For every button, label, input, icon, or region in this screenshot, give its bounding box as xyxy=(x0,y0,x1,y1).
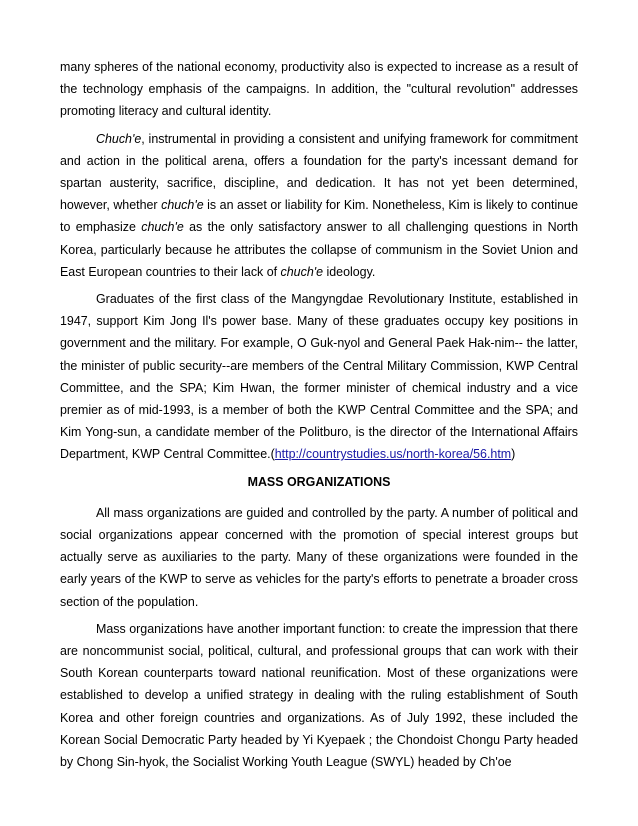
source-link[interactable]: http://countrystudies.us/north-korea/56.htm xyxy=(274,447,512,462)
text-run: many spheres of the national economy, productivity also is expected to increase as a result of the technology emphasis of the campaigns. In addition, the "cultural revolution" addresses promoting literacy and cultural identity. xyxy=(60,60,578,119)
text-run: as the only satisfactory answer to all challenging questions in North Korea, particularly because he attributes the collapse of communism in the Soviet Union and East European countries to their lack of xyxy=(60,220,579,279)
text-run: ideology. xyxy=(323,264,376,279)
paragraph-p1 xyxy=(60,56,578,123)
text-run: ) xyxy=(511,447,516,462)
document-page xyxy=(60,56,578,778)
italic-term: chuch'e xyxy=(280,264,324,279)
text-run: is an asset or liability for Kim. Nonetheless, Kim is likely to continue to emphasize xyxy=(60,198,578,235)
text-run: Mass organizations have another important function: to create the impression that there are noncommunist social, political, cultural, and professional groups that can work with their South Korean counterparts toward national reunification. Most of these organizations were established to develop a unified strategy in dealing with the ruling establishment of South Korea and other foreign countries and organizations. As of July 1992, these included the Korean Social Democratic Party headed by Yi Kyepaek ; the Chondoist Chongu Party headed by Chong Sin-hyok, the Socialist Working Youth League (SWYL) headed by Ch'oe xyxy=(60,621,578,770)
text-run: Graduates of the first class of the Mangyngdae Revolutionary Institute, established in 1947, support Kim Jong Il's power base. Many of these graduates occupy key positions in government and the military. For example, O Guk-nyol and General Paek Hak-nim-- the latter, the minister of public security--are members of the Central Military Commission, KWP Central Committee, and the SPA; Kim Hwan, the former minister of chemical industry and a vice premier as of mid-1993, is a member of both the KWP Central Committee and the SPA; and Kim Yong-sun, a candidate member of the Politburo, is the director of the International Affairs Department, KWP Central Committee.( xyxy=(60,292,578,462)
italic-term: chuch'e xyxy=(161,198,204,213)
paragraph-p2 xyxy=(60,128,578,283)
text-run: , instrumental in providing a consistent and unifying framework for commitment and action in the political arena, offers a foundation for the party's incessant demand for spartan austerity, sacrifice, discipline, and dedication. It has not yet been determined, however, whether xyxy=(60,131,578,213)
paragraph-p3 xyxy=(60,288,578,466)
body-text-top xyxy=(60,56,578,466)
body-text-bottom xyxy=(60,502,578,773)
paragraph-p5 xyxy=(60,618,578,773)
text-run: All mass organizations are guided and controlled by the party. A number of political and social organizations appear concerned with the promotion of special interest groups but actually serve as auxiliaries to the party. Many of these organizations were founded in the early years of the KWP to serve as vehicles for the party's efforts to penetrate a broader cross section of the population. xyxy=(60,505,578,609)
italic-term: chuch'e xyxy=(141,220,184,235)
section-heading: MASS ORGANIZATIONS xyxy=(247,474,391,489)
paragraph-p4 xyxy=(60,502,578,613)
italic-term: Chuch'e xyxy=(96,131,142,146)
